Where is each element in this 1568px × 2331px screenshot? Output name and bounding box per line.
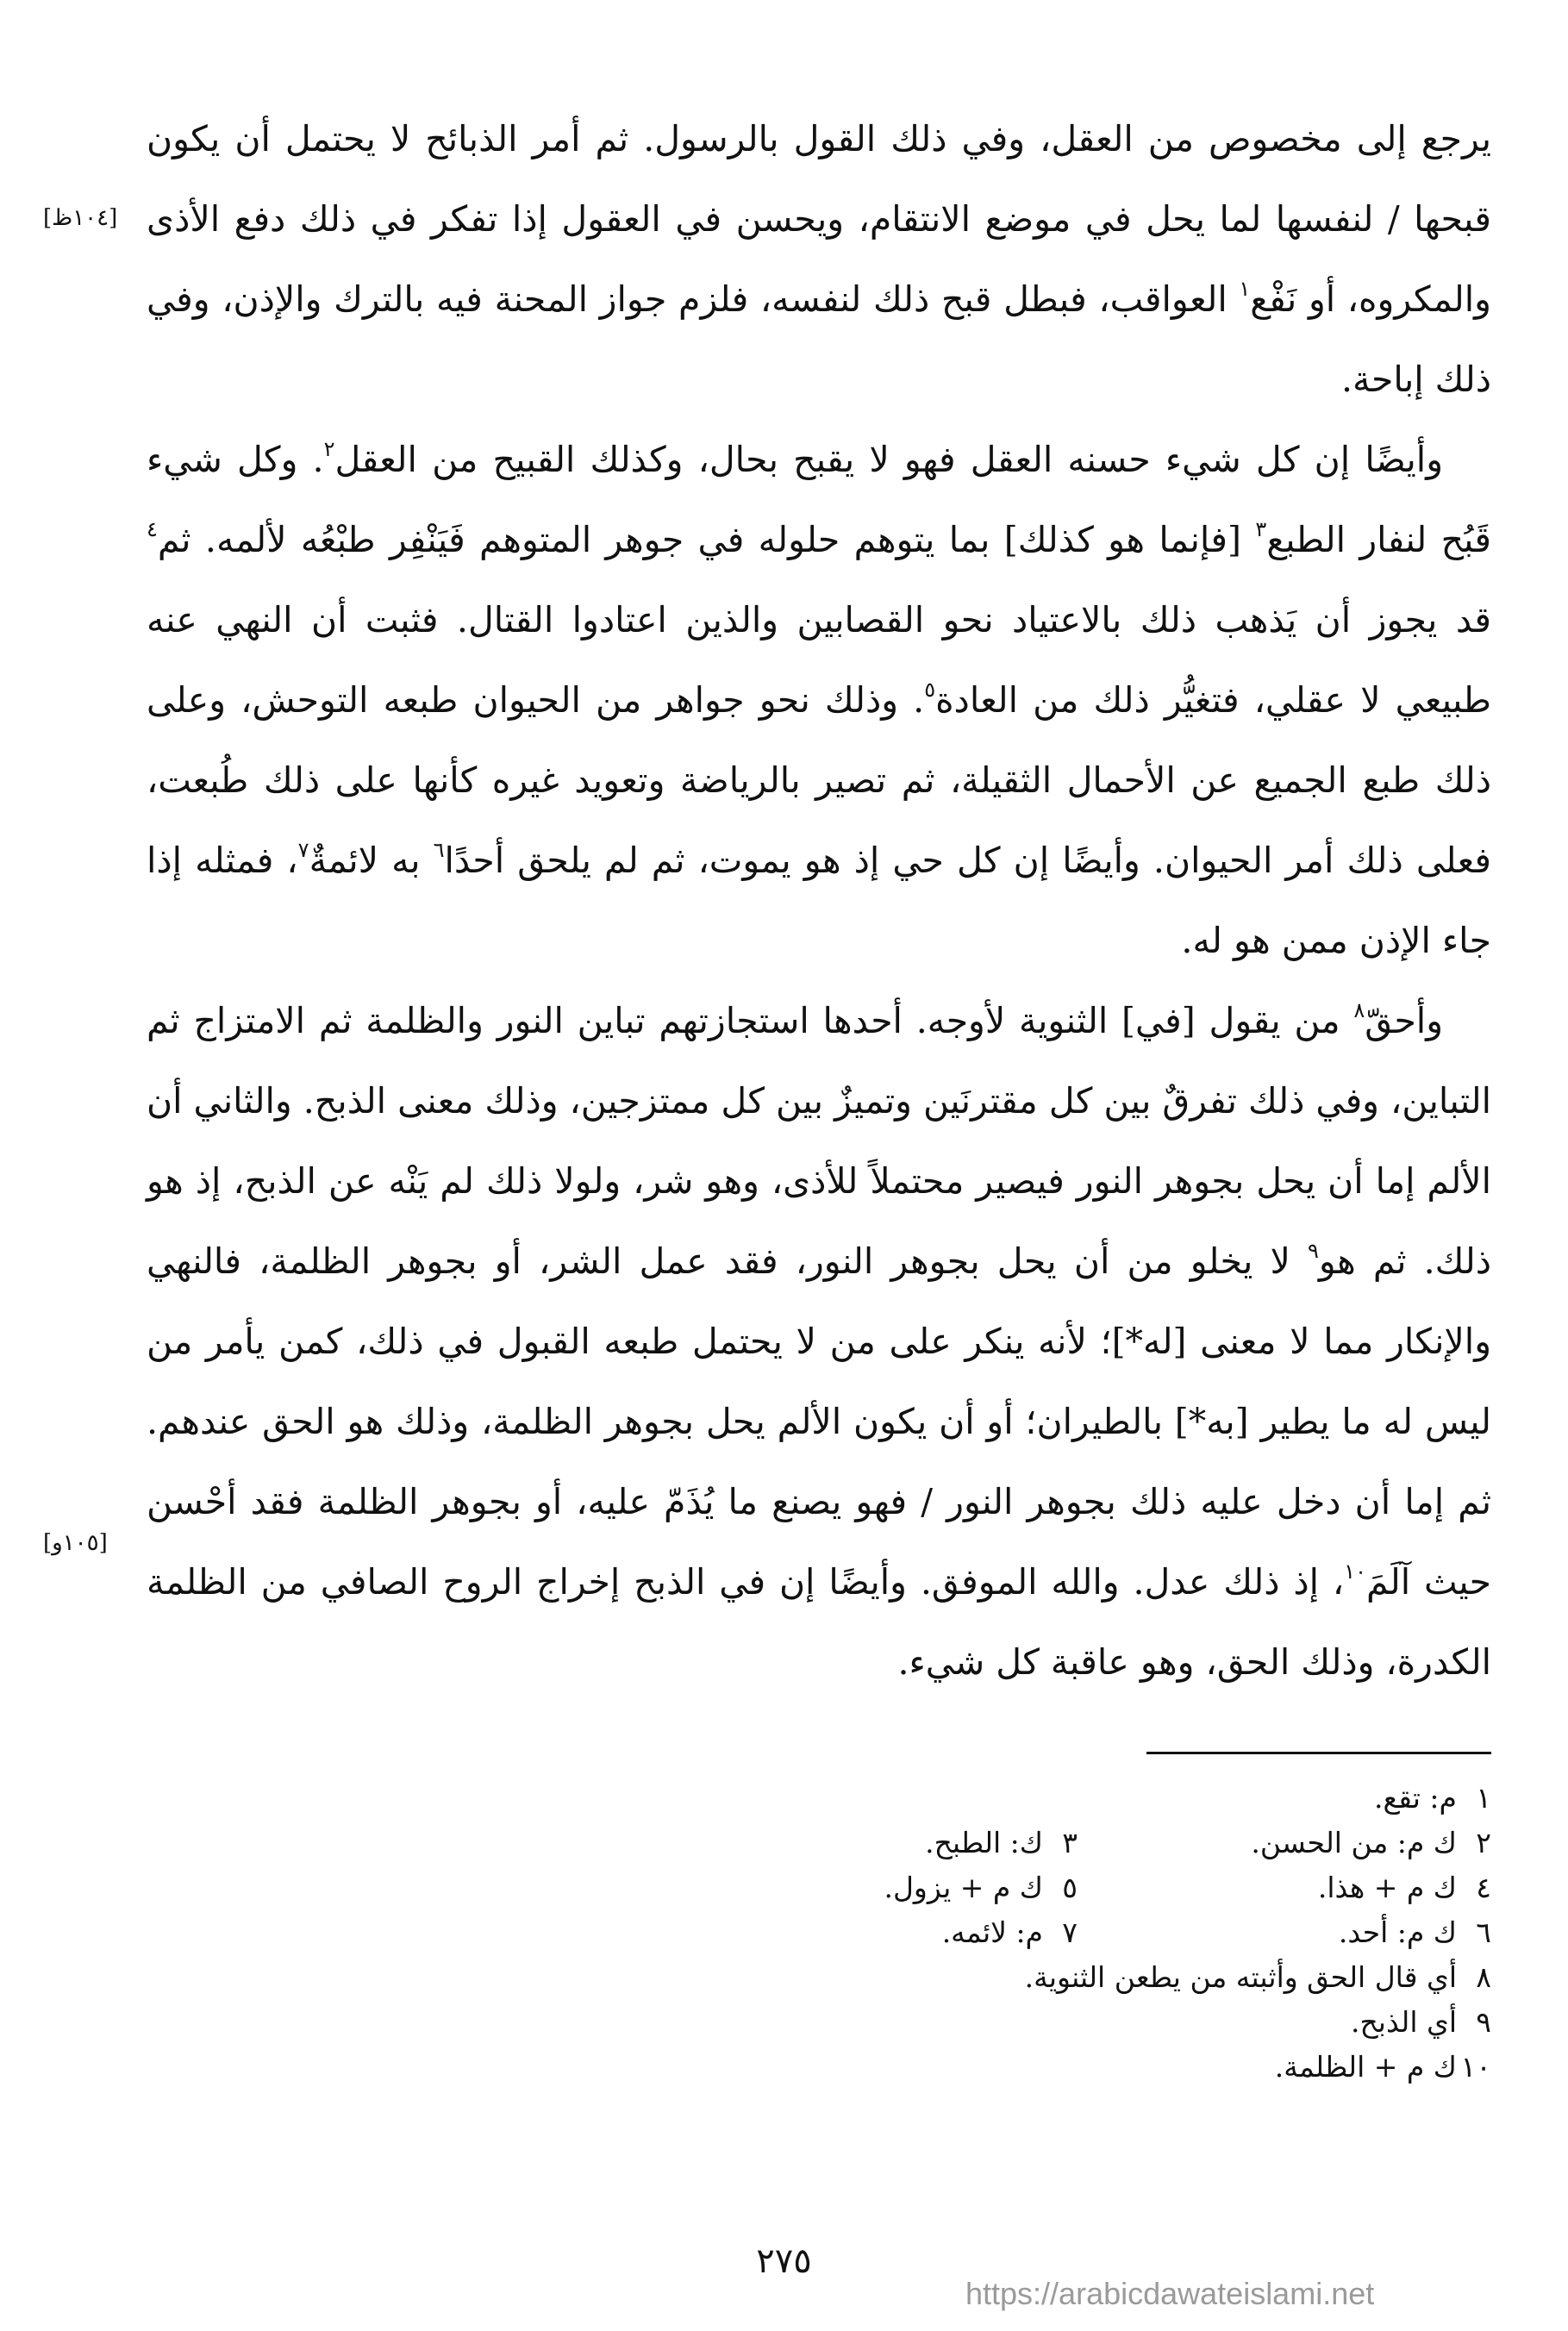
text-run: يرجع إلى مخصوص من العقل، وفي ذلك القول بالرسول. ثم أمر الذبائح لا يحتمل أن يكون قبحها / لنفسها لما يحل في موضع الانتقام، ويحسن في العقول إذا تفكر في ذلك دفع الأذى والمكروه، أو نَفْع [147,118,1491,320]
text-run: . وذلك نحو جواهر من الحيوان طبعه التوحش، وعلى ذلك طبع الجميع عن الأحمال الثقيلة، ثم تصير بالرياضة وتعويد غيره كأنها على ذلك طُبعت، فعلى ذلك أمر الحيوان. وأيضًا إن كل حي إذ هو يموت، ثم لم يلحق أحدًا [147,679,1491,881]
footnote-marker: ٣ [1255,517,1267,541]
text-run: قد يجوز أن يَذهب ذلك بالاعتياد نحو القصابين والذين اعتادوا القتال. فثبت أن النهي عنه طبيعي لا عقلي، فتغيُّر ذلك من العادة [147,599,1491,721]
text-run: وأحقّ [1365,1000,1443,1041]
footnote-marker: ٧ [297,838,309,862]
footnote-marker: ٦ [433,838,445,862]
footnote-marker: ٥ [924,678,936,702]
text-run: به لائمةٌ [309,840,434,881]
footnote-marker: ٨ [1353,998,1365,1022]
footnote-row [147,1821,1491,1865]
footnote-marker: ٢ [323,437,335,461]
text-run: ، فمثله إذا جاء الإذن ممن هو له. [147,840,1491,961]
footnote-marker: ١ [1239,277,1251,301]
footnote-1: ١م: تقع. [1374,1781,1491,1815]
footnote-row [147,2045,1491,2090]
text-run: [فإنما هو كذلك] بما يتوهم حلوله في جوهر المتوهم فَيَنْفِر طبْعُه لألمه. ثم [157,519,1256,560]
footnote-marker: ١٠ [1344,1559,1366,1584]
footnote-2: ٢ك م: من الحسن. [1251,1826,1491,1859]
footnote-5: ٥ك م + يزول. [884,1871,1078,1904]
footnote-8: ٨أي قال الحق وأثبته من يطعن الثنوية. [1024,1960,1491,1994]
text-run: لا يخلو من أن يحل بجوهر النور، فقد عمل الشر، أو بجوهر الظلمة، فالنهي والإنكار مما لا معنى [له*]؛ لأنه ينكر على من لا يحتمل طبعه القبول في ذلك، كمن يأمر من ليس له ما يطير [به*] بالطيران؛ أو أن يكون الألم يحل بجوهر الظلمة، وذلك هو الحق عندهم. ثم إما أن دخل عليه ذلك بجوهر النور / فهو يصنع ما يُذَمّ عليه، أو بجوهر الظلمة فقد أحْسن حيث آلَمَ [147,1240,1491,1603]
footnote-row [147,1910,1491,1955]
footnote-marker: ٤ [147,517,158,541]
footnote-10: ١٠ك م + الظلمة. [1274,2050,1491,2084]
footnote-separator [1146,1752,1491,1754]
footnote-marker: ٩ [1308,1239,1319,1263]
watermark-url: https://arabicdawateislami.net [965,2276,1375,2311]
margin-reference-folio-105: [١٠٥و] [43,1530,108,1556]
footnote-9: ٩أي الذبح. [1350,2005,1491,2039]
footnote-4: ٤ك م + هذا. [1317,1871,1491,1904]
text-run: وأيضًا إن كل شيء حسنه العقل فهو لا يقبح بحال، وكذلك القبيح من العقل [334,439,1443,480]
footnotes [147,1776,1491,2090]
text-run: العواقب، فبطل قبح ذلك لنفسه، فلزم جواز المحنة فيه بالترك والإذن، وفي ذلك إباحة. [147,278,1491,400]
footnote-6: ٦ك م: أحد. [1338,1915,1491,1949]
footnote-row [147,2000,1491,2045]
text-run: من يقول [في] الثنوية لأوجه. أحدها استجازتهم تباين النور والظلمة ثم الامتزاج ثم التباين، وفي ذلك تفرقٌ بين كل مقترنَين وتميزٌ بين كل ممتزجين، وذلك معنى الذبح. والثاني أن الألم إما أن يحل بجوهر النور فيصير محتملاً للأذى، وهو شر، ولولا ذلك لم يَنْه عن الذبح، إذ هو ذلك. ثم هو [147,1000,1491,1282]
paragraph [147,981,1491,1703]
paragraph [147,420,1491,981]
footnote-row [147,1776,1491,1821]
footnote-3: ٣ك: الطبح. [925,1826,1078,1859]
main-text [147,99,1491,1703]
page-number: ٢٧٥ [756,2241,812,2281]
footnote-row [147,1955,1491,2000]
text-run: . وكل شيء قَبُح لنفار الطبع [147,439,1492,560]
footnote-7: ٧م: لائمه. [941,1915,1078,1949]
paragraph [147,99,1491,420]
text-run: ، إذ ذلك عدل. والله الموفق. وأيضًا إن في الذبح إخراج الروح الصافي من الظلمة الكدرة، وذلك الحق، وهو عاقبة كل شيء. [147,1561,1491,1683]
footnote-row [147,1865,1491,1910]
margin-reference-folio-104: [١٠٤ظ] [43,205,118,231]
